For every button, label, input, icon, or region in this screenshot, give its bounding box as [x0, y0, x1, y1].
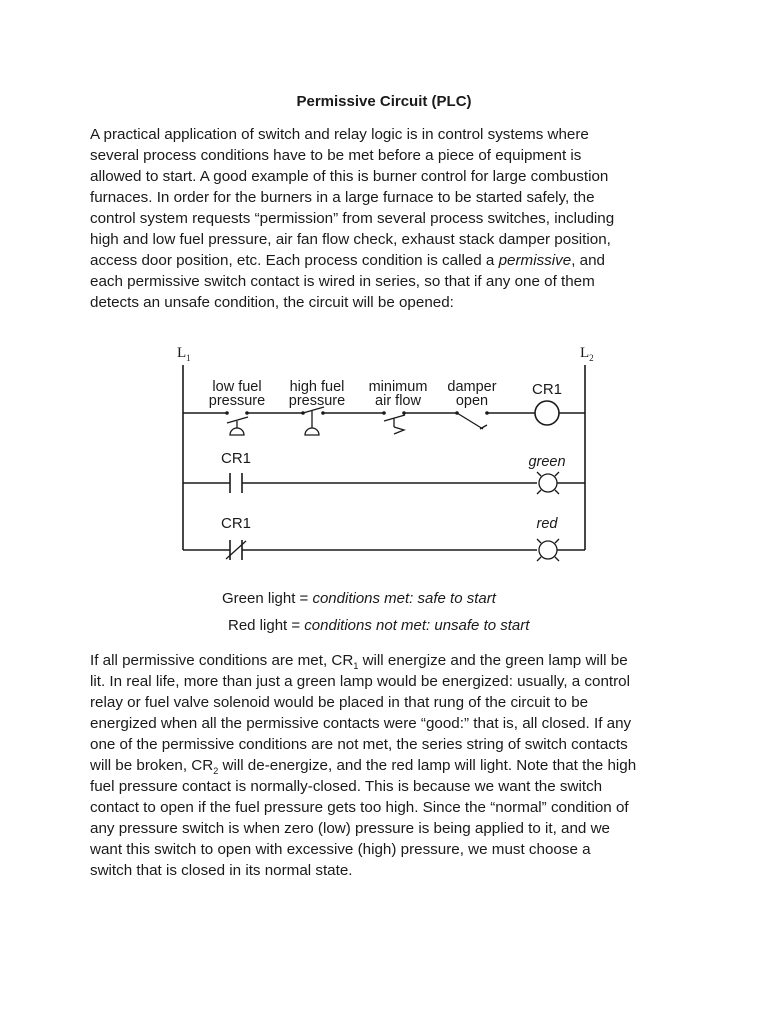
- text-segment: , and: [571, 252, 605, 269]
- red-lamp: [537, 539, 559, 561]
- switch-label: open: [455, 393, 489, 409]
- lamp-green-label: green: [528, 454, 566, 470]
- text-line: any pressure switch is when zero (low) pressure is being applied to it, and we: [90, 820, 611, 837]
- switch-label: low fuel: [212, 379, 262, 395]
- high-fuel-pressure-switch: [301, 407, 325, 435]
- text-line: contact to open if the fuel pressure gets too high. Since the “normal” condition of: [90, 799, 629, 816]
- lamp-red-label: red: [536, 516, 558, 532]
- switch-label: high fuel: [289, 379, 345, 395]
- text-line: A practical application of switch and relay logic is in control systems where: [90, 126, 589, 143]
- text-line: energized when all the permissive contacts were “good:” that is, all closed. If any: [90, 715, 632, 732]
- text-line: lit. In real life, more than just a green lamp would be energized: usually, a control: [90, 673, 631, 690]
- permissive-circuit-diagram: [0, 335, 768, 645]
- switch-labels: [209, 379, 562, 409]
- legend-red: Red light = conditions not met: unsafe to start: [228, 617, 530, 634]
- permissive-term: permissive: [498, 252, 572, 269]
- switch-label: air flow: [375, 393, 421, 409]
- text-line: control system requests “permission” from several process switches, including: [90, 210, 615, 227]
- text-line: relay or fuel valve solenoid would be placed in that rung of the circuit to be: [90, 694, 589, 711]
- text-line: [90, 250, 700, 271]
- explanation-paragraph: [90, 650, 700, 881]
- green-lamp: [537, 472, 559, 494]
- text-line: fuel pressure contact is normally-closed. This is because we want the switch: [90, 778, 603, 795]
- contact-nc-label: CR1: [220, 515, 252, 532]
- minimum-air-flow-switch: [382, 411, 406, 434]
- rail-l1-label: $L_1$: [177, 345, 191, 363]
- text-line: If all permissive conditions are met, $CR_1$ will energize and the green lamp will be: [90, 652, 628, 672]
- text-line: one of the permissive conditions are not met, the series string of switch contacts: [90, 736, 628, 753]
- rung-3: [183, 515, 585, 561]
- intro-paragraph: [90, 124, 700, 313]
- page-title: Permissive Circuit (PLC): [296, 93, 472, 110]
- text-line: each permissive switch contact is wired in series, so that if any one of them: [90, 273, 595, 290]
- text-line: want this switch to open with excessive (high) pressure, we must choose a: [90, 841, 591, 858]
- switch-label: minimum: [368, 379, 428, 395]
- legend-green: Green light = conditions met: safe to start: [222, 590, 496, 607]
- switch-label: pressure: [288, 393, 346, 409]
- text-line: allowed to start. A good example of this is burner control for large combustion: [90, 168, 609, 185]
- text-line: furnaces. In order for the burners in a large furnace to be started safely, the: [90, 189, 595, 206]
- text-line: detects an unsafe condition, the circuit will be opened:: [90, 294, 454, 311]
- switch-label: damper: [447, 379, 497, 395]
- contact-no-label: CR1: [220, 450, 252, 467]
- text-line: will be broken, $CR_2$ will de-energize, and the red lamp will light. Note that the high: [90, 757, 637, 777]
- rung-2: [183, 450, 585, 494]
- coil-label: CR1: [531, 381, 563, 398]
- text-line: several process conditions have to be met before a piece of equipment is: [90, 147, 582, 164]
- text-line: switch that is closed in its normal state.: [90, 862, 353, 879]
- cr1-coil: [535, 401, 559, 425]
- low-fuel-pressure-switch: [225, 411, 249, 435]
- rail-l2-label: $L_2$: [580, 345, 594, 363]
- text-line: high and low fuel pressure, air fan flow check, exhaust stack damper position,: [90, 231, 611, 248]
- damper-open-switch: [455, 411, 489, 429]
- switch-label: pressure: [208, 393, 266, 409]
- text-segment: access door position, etc. Each process condition is called a: [90, 252, 499, 269]
